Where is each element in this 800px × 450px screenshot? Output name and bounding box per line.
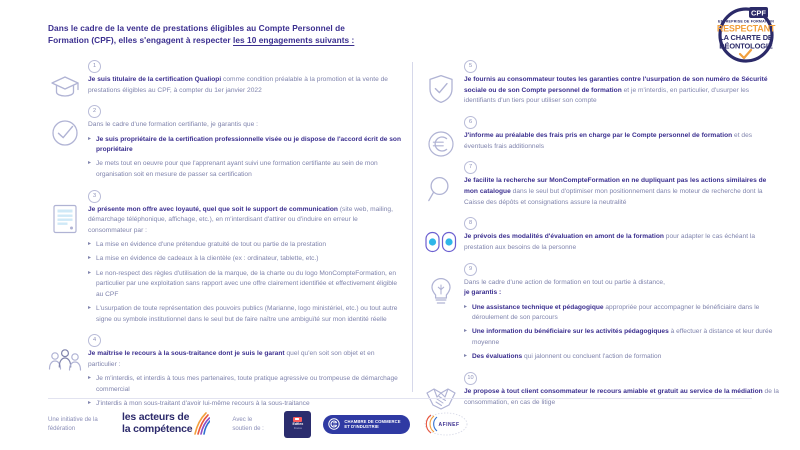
cci-emblem-icon: [328, 418, 340, 430]
acteurs-line1: les acteurs de: [122, 411, 190, 424]
commitment-lead-text: [464, 232, 780, 253]
afinef-label: AFINEF: [438, 422, 460, 428]
acteurs-line2: la compétence: [122, 423, 193, 435]
commitment-bullet: [88, 374, 403, 395]
commitment-bullet: [88, 254, 403, 265]
commitment-lead-text: [464, 176, 780, 208]
commitment-body: [424, 278, 780, 363]
commitment-lead-rest: et des éventuels frais additionnels: [464, 132, 753, 150]
bullet-rest: L'usurpation de toute représentation des pouvoirs publics (Marianne, logo ministériel, etc.) ou tout autre signe ou symbole institutionnel dans le seul but de faire naître une ambiguïté sur mon identité réelle: [96, 305, 398, 323]
commitment-item: [424, 372, 780, 408]
commitment-lead-rest: (site web, mailing, démarchage téléphonique, affichage, etc.), en m'interdisant d'attirer ou d'induire en erreur le consommateur par :: [88, 205, 393, 235]
bullet-rest: La mise en évidence de cadeaux à la clientèle (ex : ordinateur, tablette, etc.): [96, 255, 319, 263]
commitment-bullet: [464, 303, 780, 324]
commitment-item: [424, 116, 780, 152]
svg-text:RESPECTANT: RESPECTANT: [716, 23, 776, 34]
commitment-lead-rest: et je m'interdis, en particulier, d'usurper les identifiants d'un tiers pour utiliser son compte: [464, 86, 750, 105]
cci-line1: CHAMBRE DE COMMERCE: [344, 418, 401, 424]
euro-coin-icon: [424, 130, 458, 162]
commitment-lead-bold: J'informe au préalable des frais pris en charge par le Compte personnel de formation: [464, 132, 733, 140]
commitment-lead-bold: Je facilite la recherche sur MonCompteFormation en ne dupliquant pas les actions similaires de mon catalogue: [464, 177, 767, 196]
svg-text:CPF: CPF: [751, 8, 766, 18]
commitment-number: 7: [464, 161, 477, 174]
commitment-body: [48, 120, 403, 180]
header-intro-text: [48, 22, 518, 46]
commitment-lead-rest: dans le seul but d'optimiser mon positionnement dans le moteur de recherche dont la Caisse des dépôts et consignations assure la neutralité: [464, 188, 763, 206]
commitment-intro-bold: je garantis :: [464, 289, 502, 297]
bullet-bold: Une assistance technique et pédagogique: [472, 303, 604, 311]
commitment-item: [48, 190, 403, 326]
svg-text:LA CHARTE DE: LA CHARTE DE: [719, 33, 773, 42]
support-label: Avec le soutien de :: [232, 415, 264, 432]
bullet-rest: qui jalonnent ou concluent l'action de formation: [522, 353, 662, 361]
cci-line2: ET D'INDUSTRIE: [344, 424, 379, 429]
federation-initiative-label: Une initiative de la fédération: [48, 415, 98, 432]
commitment-lead-bold: Je suis titulaire de la certification Qualiopi: [88, 76, 222, 83]
commitment-lead-rest: quel qu'en soit son objet et en particulier :: [88, 350, 375, 369]
commitment-lead-bold: Je prévois des modalités d'évaluation en amont de la formation: [464, 233, 664, 241]
commitment-lead-bold: Je présente mon offre avec loyauté, quel que soit le support de communication: [88, 205, 338, 213]
bullet-rest: La mise en évidence d'une prétendue gratuité de tout ou partie de la prestation: [96, 241, 327, 249]
commitment-item: [424, 263, 780, 363]
commitment-body: [48, 205, 403, 326]
bullet-rest: Le non-respect des règles d'utilisation de la marque, de la charte ou du logo MonCompteFormation, en particulier par une exploitation sans rapport avec une offre clairement identifiée et effectivement éligible au CPF: [96, 269, 398, 298]
edflex-name: Edflex: [292, 422, 304, 427]
commitment-intro: Dans le cadre d'une formation certifiante, je garantis que :: [88, 121, 258, 129]
commitment-intro: [464, 278, 780, 299]
commitment-bullet-list: [88, 135, 403, 181]
commitment-lead-bold: Je maîtrise le recours à la sous-traitance dont je suis le garant: [88, 350, 285, 358]
commitment-body: [424, 75, 780, 107]
commitment-lead-text: [464, 131, 780, 152]
commitment-intro-plain: Dans le cadre d'une action de formation en tout ou partie à distance,: [464, 278, 665, 286]
commitment-item: [424, 60, 780, 107]
bullet-rest: appropriée pour accompagner le bénéficiaire dans le déroulement de son parcours: [472, 303, 760, 322]
document-icon: [48, 204, 82, 236]
commitment-item: [424, 161, 780, 208]
lightbulb-icon: [424, 277, 458, 309]
bullet-bold: Des évaluations: [472, 353, 523, 361]
commitment-body: [48, 349, 403, 409]
acteurs-swoosh-icon: [192, 412, 210, 436]
commitment-item: [48, 60, 403, 96]
header-intro-underlined: les 10 engagements suivants :: [233, 35, 355, 46]
commitment-lead-text: [88, 75, 403, 96]
commitment-bullet: [464, 327, 780, 348]
svg-text:ENTREPRISE DE FORMATION: ENTREPRISE DE FORMATION: [717, 19, 775, 24]
commitments-area: [0, 60, 800, 408]
commitment-body: [424, 176, 780, 208]
commitment-number: 3: [88, 190, 101, 203]
commitment-bullet: [88, 269, 403, 301]
commitment-bullet: [88, 240, 403, 251]
commitment-lead-bold: Je propose à tout client consommateur le recours amiable et gratuit au service de la médiation: [464, 387, 763, 395]
commitment-number: 5: [464, 60, 477, 73]
commitment-bullet-list: [464, 303, 780, 363]
commitment-lead-text: [88, 349, 403, 370]
bullet-bold: Une information du bénéficiaire sur les activités pédagogiques: [472, 328, 669, 336]
graduation-cap-icon: [48, 74, 82, 106]
header-intro-line2-prefix: Formation (CPF), elles s'engagent à respecter: [48, 35, 234, 46]
commitments-left-column: [48, 60, 403, 419]
circle-check-icon: [48, 119, 82, 151]
commitment-bullet: [88, 159, 403, 180]
bullet-rest: J'interdis à mon sous-traitant d'avoir lui-même recours à la sous-traitance: [96, 400, 310, 408]
commitment-bullet: [88, 304, 403, 325]
commitment-lead-bold: Je fournis au consommateur toutes les garanties contre l'usurpation de son numéro de Sécurité sociale ou de son Compte personnel de formation: [464, 76, 768, 94]
commitment-bullet: [88, 135, 403, 156]
edflex-mark-icon: [293, 417, 302, 422]
afinef-emblem-icon: [422, 411, 470, 437]
commitment-item: [424, 217, 780, 253]
edflex-sub: France: [293, 427, 302, 431]
commitment-body: [424, 232, 780, 253]
footer-divider: [48, 398, 752, 399]
commitment-bullet: [464, 352, 780, 363]
commitment-body: [48, 75, 403, 96]
header-intro-line1: Dans le cadre de la vente de prestations éligibles au Compte Personnel de: [48, 23, 345, 33]
commitment-body: [424, 131, 780, 152]
commitment-number: 9: [464, 263, 477, 276]
document-footer: [48, 406, 760, 442]
logo-edflex: [284, 411, 311, 438]
logo-chambre-de-commerce: [323, 415, 409, 434]
commitment-bullet-list: [88, 240, 403, 325]
commitment-lead-rest: pour adapter le cas échéant la prestation aux besoins de la personne: [464, 233, 756, 252]
bullet-rest: Je mets tout en oeuvre pour que l'apprenant ayant suivi une formation certifiante au sein de mon organisation soit en mesure de passer sa certification: [96, 160, 378, 179]
commitment-number: 8: [464, 217, 477, 230]
commitment-number: 2: [88, 105, 101, 118]
bullet-bold: Je suis propriétaire de la certification professionnelle visée ou je dispose de l'accord écrit de son propriétaire: [96, 135, 401, 154]
charter-badge-icon: [706, 6, 782, 66]
charter-badge-logo: [706, 6, 782, 66]
commitment-lead-rest: comme condition préalable à la promotion et la vente de prestations éligibles au CPF, à compter du 1er janvier 2022: [88, 76, 388, 94]
shield-check-icon: [424, 74, 458, 106]
bullet-rest: Je m'interdis, et interdis à tous mes partenaires, toute pratique agressive ou trompeuse de démarchage commercial: [96, 375, 398, 393]
toggle-switches-icon: [424, 231, 458, 263]
commitment-lead-text: [88, 205, 403, 237]
commitment-number: 6: [464, 116, 477, 129]
commitment-lead-rest: de la consommation, en cas de litige: [464, 387, 779, 406]
logo-les-acteurs-de-la-competence: [122, 412, 210, 436]
magnifier-icon: [424, 175, 458, 207]
commitment-lead-text: [464, 75, 780, 107]
bullet-rest: à effectuer à distance et leur durée moyenne: [472, 328, 773, 347]
commitment-number: 10: [464, 372, 477, 385]
group-people-icon: [48, 348, 82, 380]
commitments-right-column: [424, 60, 780, 417]
commitment-item: [48, 105, 403, 180]
svg-text:DÉONTOLOGIE: DÉONTOLOGIE: [719, 41, 773, 51]
commitment-bullet-list: [88, 374, 403, 410]
commitment-number: 1: [88, 60, 101, 73]
logo-afinef: [422, 410, 470, 438]
commitment-number: 4: [88, 334, 101, 347]
